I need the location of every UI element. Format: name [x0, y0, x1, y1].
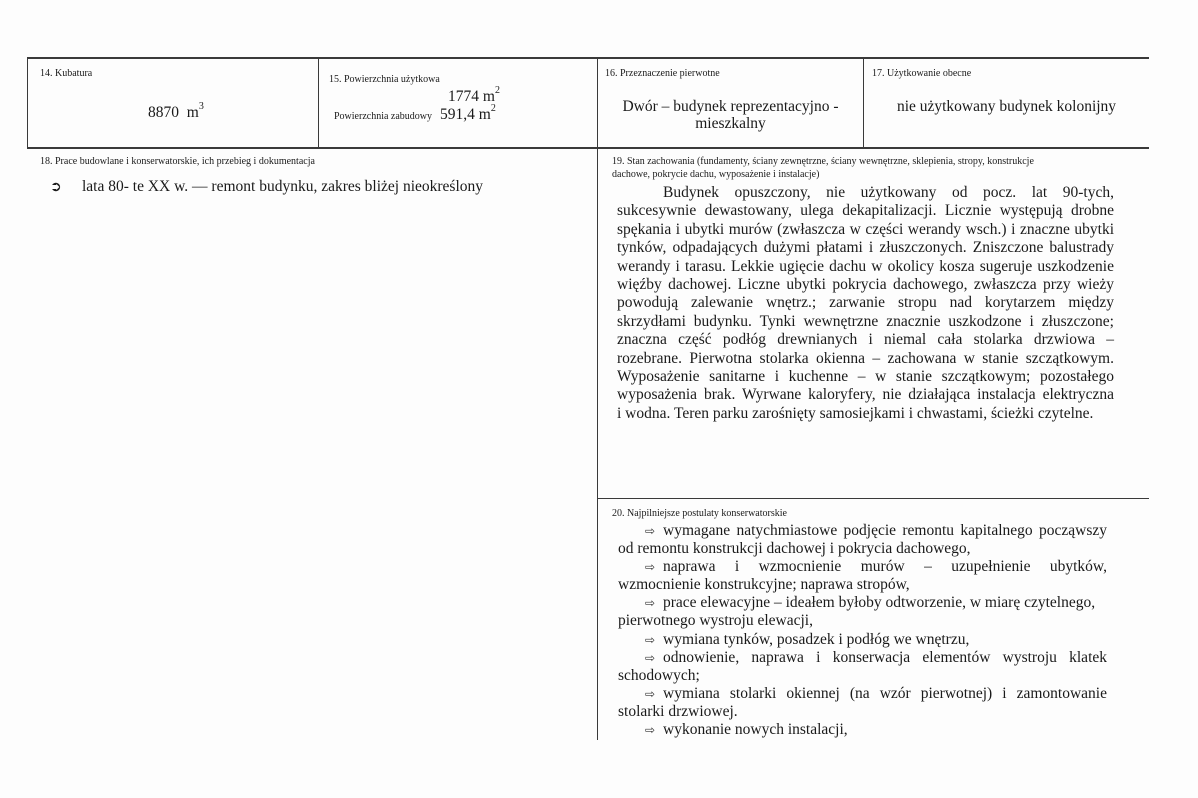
works-label: 18. Prace budowlane i konserwatorskie, ich przebieg i dokumentacja	[40, 156, 315, 167]
condition-line: powodują zalewanie wnętrz.; zarwanie stropu nad korytarzem między	[617, 294, 1114, 312]
postulate-item	[618, 594, 1107, 630]
condition-text	[617, 184, 1114, 423]
built-area-label: Powierzchnia zabudowy	[334, 111, 433, 122]
postulate-item	[645, 721, 1107, 739]
outline-right-arrow-icon: ⇨	[645, 560, 656, 575]
postulate-line1: prace elewacyjne – ideałem byłoby odtworzenie, w miarę czytelnego,	[663, 594, 1096, 612]
postulate-item	[618, 558, 1107, 594]
postulate-item	[618, 648, 1107, 685]
postulate-line2: pierwotnego wystroju elewacji,	[618, 612, 813, 630]
bold-right-arrow-icon: ➲	[50, 179, 62, 195]
postulate-line2: od remontu konstrukcji dachowej i pokrycia dachowego,	[618, 540, 971, 558]
postulate-item	[645, 631, 1107, 649]
original-purpose-line2: mieszkalny	[695, 115, 766, 132]
postulate-line2: schodowych;	[618, 666, 700, 684]
condition-line: spękania i ubytki murów (zwłaszcza w części werandy wsch.) i znaczne ubytki	[617, 220, 1114, 238]
outline-right-arrow-icon: ⇨	[645, 686, 656, 701]
original-purpose-value	[598, 98, 863, 132]
condition-line: werandy i tarasu. Lekkie ugięcie dachu w okolicy kosza sugeruje uszkodzenie	[617, 257, 1114, 275]
condition-line: sukcesywnie dewastowany, ulega dekapitalizacji. Licznie występują drobne	[617, 202, 1114, 220]
col-divider-15-16	[597, 57, 598, 740]
condition-label-line1: 19. Stan zachowania (fundamenty, ściany zewnętrzne, ściany wewnętrzne, sklepienia, stropy, konstrukcje	[612, 156, 1034, 167]
postulate-line1: wymiana tynków, posadzek i podłóg we wnętrzu,	[663, 630, 970, 648]
condition-line: i wodna. Teren parku zarośnięty samosiejkami i chwastami, ścieżki czytelne.	[617, 404, 1094, 422]
built-area-sup: 2	[490, 103, 496, 114]
built-area-row	[334, 103, 496, 124]
top-border	[27, 57, 1149, 59]
works-item	[50, 178, 483, 196]
condition-line: więźby dachowej. Liczne ubytki pokrycia dachowego, zwłaszcza przy wieży	[617, 276, 1114, 294]
section-19-20-divider	[598, 498, 1149, 499]
row-divider	[27, 147, 1149, 149]
col-divider-14-15	[318, 57, 319, 149]
outline-right-arrow-icon: ⇨	[645, 632, 656, 647]
left-border	[27, 57, 28, 149]
outline-right-arrow-icon: ⇨	[645, 596, 656, 611]
kubatura-unit: m	[186, 104, 199, 121]
outline-right-arrow-icon: ⇨	[645, 723, 656, 738]
condition-line: wyposażenia brak. Wyrwane kaloryfery, nie działająca instalacja elektryczna	[617, 386, 1114, 404]
postulate-line1: wymiana stolarki okiennej (na wzór pierwotnej) i zamontowanie	[663, 684, 1107, 702]
original-purpose-label: 16. Przeznaczenie pierwotne	[605, 68, 720, 79]
current-use-value: nie użytkowany budynek kolonijny	[896, 98, 1117, 115]
condition-line: Budynek opuszczony, nie użytkowany od pocz. lat 90-tych,	[663, 184, 1114, 201]
postulate-item	[618, 684, 1107, 721]
kubatura-label: 14. Kubatura	[40, 68, 93, 79]
usable-area-label: 15. Powierzchnia użytkowa	[329, 74, 440, 85]
postulates-list	[618, 522, 1107, 739]
postulate-line2: stolarki drzwiowej.	[618, 702, 738, 720]
usable-area-number: 1774 m	[448, 88, 495, 105]
postulate-line1: naprawa i wzmocnienie murów – uzupełnienie ubytków,	[663, 558, 1107, 576]
condition-label	[612, 155, 1132, 181]
condition-line: tynków, odpadających dużymi płatami i złuszczonych. Zniszczone balustrady	[617, 239, 1114, 257]
condition-label-line2: dachowe, pokrycie dachu, wyposażenie i instalacje)	[612, 169, 820, 180]
kubatura-unit-sup: 3	[198, 101, 204, 112]
kubatura-value	[148, 101, 204, 121]
current-use-label: 17. Użytkowanie obecne	[872, 68, 972, 79]
condition-line: rozebrane. Pierwotna stolarka okienna – zachowana w stanie szczątkowym.	[617, 349, 1114, 367]
kubatura-number: 8870	[148, 104, 179, 121]
postulate-line1: wykonanie nowych instalacji,	[663, 721, 848, 739]
outline-right-arrow-icon: ⇨	[645, 650, 656, 665]
outline-right-arrow-icon: ⇨	[645, 524, 656, 538]
works-item-text: lata 80- te XX w. — remont budynku, zakres bliżej nieokreślony	[82, 178, 484, 195]
original-purpose-line1: Dwór – budynek reprezentacyjno -	[622, 98, 839, 115]
postulates-label: 20. Najpilniejsze postulaty konserwatorskie	[612, 508, 787, 519]
postulate-line1: odnowienie, naprawa i konserwacja elementów wystroju klatek	[663, 648, 1107, 666]
condition-line: znaczna część podłóg drewnianych i niemal cała stolarka drzwiowa –	[617, 331, 1114, 349]
postulate-line1: wymagane natychmiastowe podjęcie remontu kapitalnego począwszy	[663, 522, 1107, 539]
built-area-number: 591,4 m	[440, 106, 491, 123]
postulate-item	[618, 522, 1107, 558]
usable-area-sup: 2	[494, 85, 500, 96]
condition-line: skrzydłami budynku. Tynki wewnętrzne znacznie uszkodzone i złuszczone;	[617, 312, 1114, 330]
condition-line: Wyposażenie sanitarne i kuchenne – w stanie szczątkowym; pozostałego	[617, 368, 1114, 386]
postulate-line2: wzmocnienie konstrukcyjne; naprawa stropów,	[618, 576, 910, 594]
